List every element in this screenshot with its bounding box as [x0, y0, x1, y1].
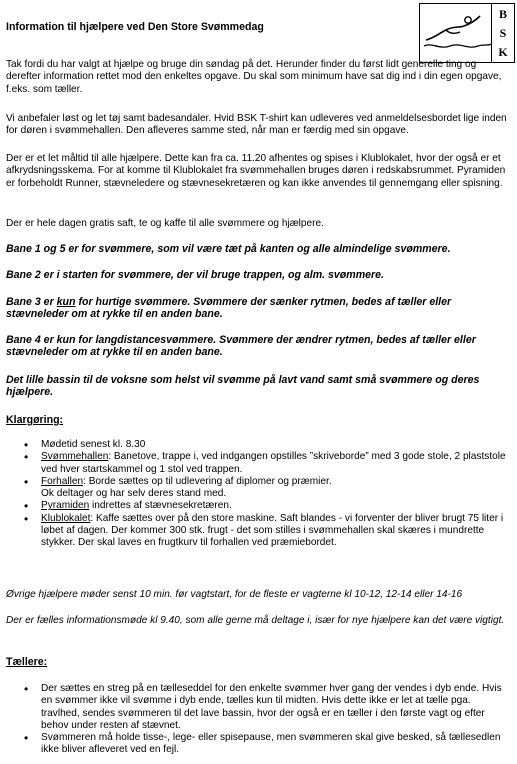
item-label: Forhallen [41, 475, 84, 487]
bsk-logo [419, 3, 515, 63]
logo-letters [491, 4, 514, 62]
taellere-heading: Tællere: [6, 656, 48, 668]
lane-3-kun: kun [56, 296, 76, 308]
item-label: Klublokalet [41, 512, 91, 524]
intro-paragraph-4: Der er hele dagen gratis saft, te og kaffe til alle svømmere og hjælpere. [6, 218, 324, 229]
list-item: • Der sættes en streg på en tælleseddel for den enkelte svømmer hver gang der vendes i dyb ende. Hvis en svømmer ikke vil svømme i dyb ende, tælles kun til midten. Hvis dette ikke er let at tælle pga. travlhed, sendes svømmeren til det lave bassin, hvor der også er en tæller i den første vagt og efter behov under resten af stævnet. [6, 683, 511, 732]
intro-paragraph-2: Vi anbefaler løst og let tøj samt badesandaler. Hvid BSK T-shirt kan udleveres ved anmeldelsesbordet lige inden for døren i svømmehallen. Den afleveres samme sted, når man er færdig med sin opgave. [6, 113, 507, 137]
item-label: Pyramiden [41, 500, 90, 512]
lane-3-text [6, 296, 511, 321]
logo-letter-b: B [498, 6, 507, 21]
taellere-list [6, 683, 511, 757]
item-label: Svømmehallen [41, 451, 109, 463]
swimmer-icon [420, 4, 493, 62]
list-item: • Pyramiden indrettes af stævnesekretæren. [6, 500, 511, 512]
intro-paragraph-3: Der er et let måltid til alle hjælpere. Dette kan fra ca. 11.20 afhentes og spises i Klublokalet, hvor der også er et afkrydsningsskema. For at komme til Klublokalet fra svømmehallen bruges døren i redskabsrummet. Pyramiden er forbeholdt Runner, stævneledere og stævnesekretæren og kan ikke anvendes til gennemgang eller spisning. [6, 153, 506, 189]
klargoring-list [6, 439, 511, 550]
lane-1-5-text: Bane 1 og 5 er for svømmere, som vil være tæt på kanten og alle almindelige svømmere. [6, 243, 451, 255]
note-meeting-time: Øvrige hjælpere møder senst 10 min. før vagtstart, for de fleste er vagterne kl 10-12, 12-14 eller 14-16 [6, 589, 463, 600]
list-item: • Mødetid senest kl. 8.30 [6, 439, 511, 451]
logo-letter-s: S [499, 25, 507, 40]
klargoring-heading: Klargøring: [6, 414, 64, 426]
logo-letter-k: K [498, 45, 508, 60]
small-pool-text: Det lille bassin til de voksne som helst vil svømme på lavt vand samt små svømmere og deres hjælpere. [6, 374, 480, 399]
list-item: • Svømmehallen: Banetove, trappe i, ved indgangen opstilles ”skriveborde” med 3 gode stole, 2 plaststole ved hver startskammel og 1 stol ved trappen. [6, 451, 511, 476]
lane-3-pre: Bane 3 er [6, 296, 57, 308]
list-item: • Svømmeren må holde tisse-, lege- eller spisepause, men svømmeren skal give besked, så tællesedlen ikke bliver afleveret ved en fejl. [6, 732, 511, 757]
document-title: Information til hjælpere ved Den Store Svømmedag [6, 21, 264, 33]
list-item: • Forhallen: Borde sættes op til udlevering af diplomer og præmier. Ok deltager og har selv deres stand med. [6, 476, 511, 501]
note-info-meeting: Der er fælles informationsmøde kl 9.40, som alle gerne må deltage i, især for nye hjælpere kan det være vigtigt. [6, 615, 505, 626]
lane-3-post: for hurtige svømmere. Svømmere der sænker rytmen, bedes af tæller eller stævneleder om at rykke til en anden bane. [6, 296, 452, 321]
intro-paragraph-1: Tak fordi du har valgt at hjælpe og bruge din søndag på det. Herunder finder du først lidt generelle ting og derefter information rettet mod den enkeltes opgave. Du skal som minimum have sat dig ind i din egen opgave, f.eks. som tæller. [6, 59, 502, 95]
list-item: • Klublokalet: Kaffe sættes over på den store maskine. Saft blandes - vi forventer der bliver brugt 75 liter i løbet af dagen. Der kommer 300 stk. frugt - det som stilles i svømmehallen skal skæres i mundrette stykker. Der skal laves en frugtkurv til forhallen ved præmiebordet. [6, 513, 511, 550]
lane-4-text: Bane 4 er kun for langdistancesvømmere. Svømmere der ændrer rytmen, bedes af tæller eller stævneleder om at rykke til en anden bane. [6, 334, 476, 359]
lane-2-text: Bane 2 er i starten for svømmere, der vil bruge trappen, og alm. svømmere. [6, 269, 384, 281]
